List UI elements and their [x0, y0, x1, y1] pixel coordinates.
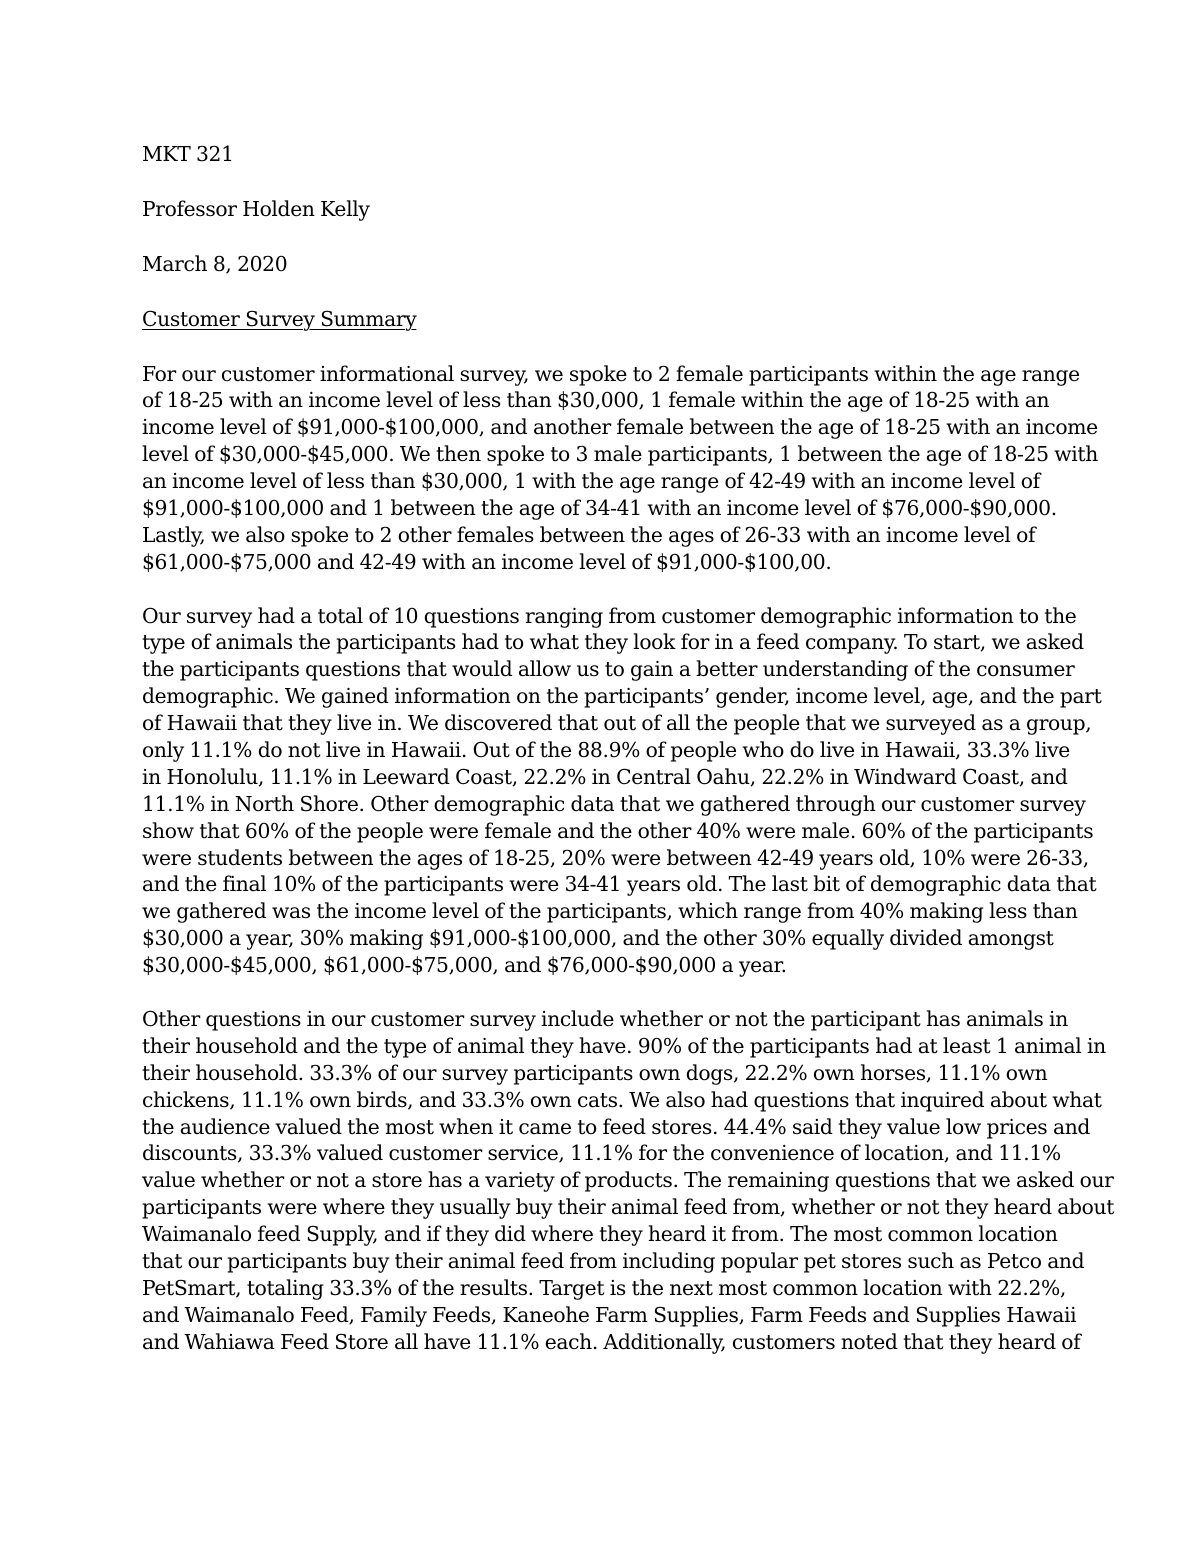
text-line: value whether or not a store has a variety of products. The remaining questions that we asked our [142, 1168, 1114, 1193]
text-line: $30,000-$45,000, $61,000-$75,000, and $76,000-$90,000 a year. [142, 953, 787, 978]
text-line: their household and the type of animal they have. 90% of the participants had at least 1 animal in [142, 1033, 1106, 1058]
text-line: $91,000-$100,000 and 1 between the age of 34-41 with an income level of $76,000-$90,000. [142, 496, 1057, 521]
text-line: their household. 33.3% of our survey participants own dogs, 22.2% own horses, 11.1% own [142, 1060, 1048, 1085]
text-line: that our participants buy their animal feed from including popular pet stores such as Petco and [142, 1248, 1085, 1273]
text-line: $30,000 a year, 30% making $91,000-$100,000, and the other 30% equally divided amongst [142, 926, 1054, 951]
text-line: and the final 10% of the participants were 34-41 years old. The last bit of demographic data that [142, 872, 1097, 897]
document-date: March 8, 2020 [142, 251, 288, 276]
text-line: 11.1% in North Shore. Other demographic data that we gathered through our customer survey [142, 791, 1086, 816]
text-line: income level of $91,000-$100,000, and another female between the age of 18-25 with an income [142, 415, 1098, 440]
text-line: $61,000-$75,000 and 42-49 with an income level of $91,000-$100,00. [142, 549, 832, 574]
text-line: chickens, 11.1% own birds, and 33.3% own cats. We also had questions that inquired about what [142, 1087, 1102, 1112]
text-line: For our customer informational survey, we spoke to 2 female participants within the age range [142, 361, 1080, 386]
professor-name: Professor Holden Kelly [142, 196, 370, 221]
text-line: of Hawaii that they live in. We discovered that out of all the people that we surveyed as a group, [142, 711, 1092, 736]
text-line: show that 60% of the people were female and the other 40% were male. 60% of the participants [142, 818, 1094, 843]
text-line: Our survey had a total of 10 questions ranging from customer demographic information to the [142, 603, 1077, 628]
course-code: MKT 321 [142, 142, 234, 166]
paragraph-demographics-participants [142, 361, 1098, 576]
document-body [142, 141, 1115, 1356]
text-line: demographic. We gained information on the participants’ gender, income level, age, and the part [142, 684, 1102, 709]
paragraph-animals-and-stores [142, 1006, 1115, 1356]
text-line: in Honolulu, 11.1% in Leeward Coast, 22.2% in Central Oahu, 22.2% in Windward Coast, and [142, 764, 1068, 789]
text-line: Waimanalo feed Supply, and if they did where they heard it from. The most common location [142, 1222, 1058, 1247]
paragraph-survey-overview [142, 603, 1102, 979]
text-line: type of animals the participants had to what they look for in a feed company. To start, we asked [142, 630, 1084, 655]
text-line: the participants questions that would allow us to gain a better understanding of the consumer [142, 657, 1075, 682]
text-line: only 11.1% do not live in Hawaii. Out of the 88.9% of people who do live in Hawaii, 33.3% live [142, 738, 1070, 763]
text-line: of 18-25 with an income level of less than $30,000, 1 female within the age of 18-25 with an [142, 388, 1050, 413]
text-line: and Wahiawa Feed Store all have 11.1% each. Additionally, customers noted that they heard of [142, 1329, 1081, 1354]
text-line: discounts, 33.3% valued customer service, 11.1% for the convenience of location, and 11.1% [142, 1141, 1061, 1166]
section-title: Customer Survey Summary [142, 306, 417, 331]
text-line: Other questions in our customer survey include whether or not the participant has animals in [142, 1006, 1068, 1031]
text-line: PetSmart, totaling 33.3% of the results. Target is the next most common location with 22.2%, [142, 1275, 1067, 1300]
text-line: an income level of less than $30,000, 1 with the age range of 42-49 with an income level of [142, 469, 1040, 494]
text-line: level of $30,000-$45,000. We then spoke to 3 male participants, 1 between the age of 18-25 with [142, 442, 1098, 467]
section-title-line [142, 306, 1062, 333]
text-line: we gathered was the income level of the participants, which range from 40% making less than [142, 899, 1078, 924]
text-line: participants were where they usually buy their animal feed from, whether or not they heard about [142, 1195, 1115, 1220]
text-line: Lastly, we also spoke to 2 other females between the ages of 26-33 with an income level of [142, 522, 1036, 547]
text-line: and Waimanalo Feed, Family Feeds, Kaneohe Farm Supplies, Farm Feeds and Supplies Hawaii [142, 1302, 1077, 1327]
text-line: the audience valued the most when it came to feed stores. 44.4% said they value low prices and [142, 1114, 1091, 1139]
text-line: were students between the ages of 18-25, 20% were between 42-49 years old, 10% were 26-33, [142, 845, 1089, 870]
